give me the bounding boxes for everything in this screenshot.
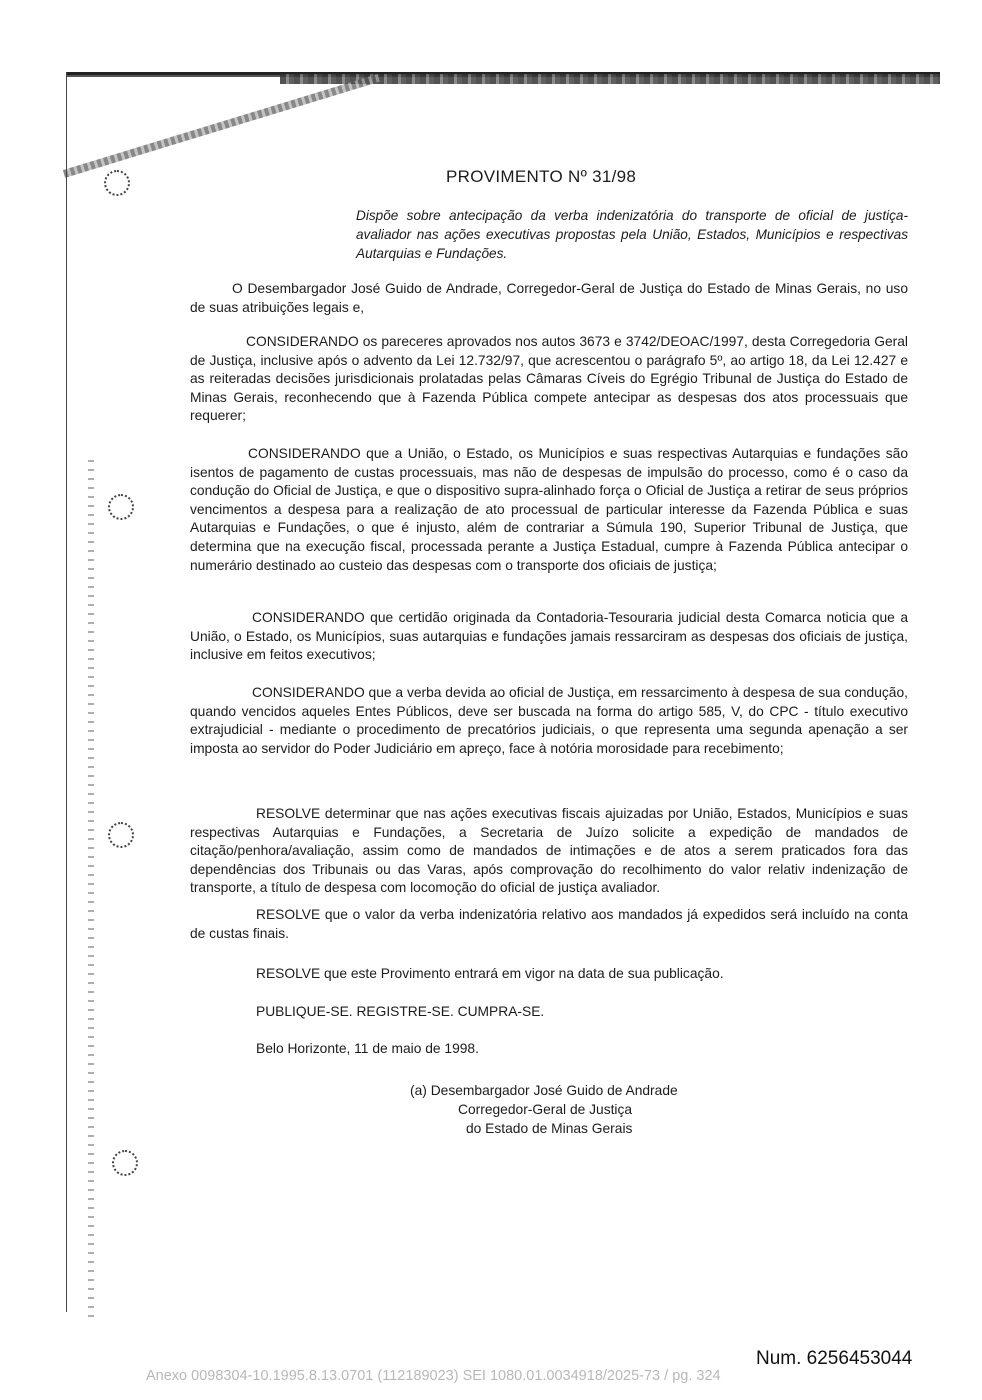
signature-line-3: do Estado de Minas Gerais (466, 1121, 633, 1136)
margin-speckle (88, 460, 94, 1320)
scan-left-edge (66, 72, 67, 1312)
punch-hole-icon (108, 494, 134, 520)
place-date: Belo Horizonte, 11 de maio de 1998. (256, 1041, 479, 1056)
resolve-paragraph-2: RESOLVE que o valor da verba indenizatória relativo aos mandados já expedidos será incluído na conta de custas finais. (190, 907, 908, 941)
punch-hole-icon (104, 170, 130, 196)
page-footer: Anexo 0098304-10.1995.8.13.0701 (112189023) SEI 1080.01.0034918/2025-73 / pg. 324 (146, 1368, 721, 1384)
document-number: Num. 6256453044 (756, 1348, 913, 1369)
signature-line-1: (a) Desembargador José Guido de Andrade (410, 1083, 678, 1098)
opening-paragraph: O Desembargador José Guido de Andrade, Corregedor-Geral de Justiça do Estado de Minas Gerais, no uso de suas atribuições legais e, (190, 281, 908, 315)
document-title: PROVIMENTO Nº 31/98 (446, 167, 637, 186)
signature-line-2: Corregedor-Geral de Justiça (458, 1102, 633, 1117)
considerando-paragraph-4: CONSIDERANDO que a verba devida ao oficial de Justiça, em ressarcimento à despesa de sua condução, quando vencidos aqueles Entes Públicos, deve ser buscada na forma do artigo 585, V, do CPC - título executivo extrajudicial - mediante o procedimento de precatórios judiciais, o que representa uma segunda apenação a ser imposta ao servidor do Poder Judiciário em apreço, face à notória morosidade para recebimento; (190, 685, 908, 756)
resolve-paragraph-1: RESOLVE determinar que nas ações executivas fiscais ajuizadas por União, Estados, Municípios e suas respectivas Autarquias e Fundações, a Secretaria de Juízo solicite a expedição de mandados de citação/penhora/avaliação, assim como de mandados de intimações e de atos a serem praticados fora das dependências dos Tribunais ou das Varas, após comprovação do recolhimento do valor relativ indenização de transporte, a título de despesa com locomoção do oficial de justiça avaliador. (190, 806, 908, 896)
ementa: Dispõe sobre antecipação da verba indenizatória do transporte de oficial de justiça-avaliador nas ações executivas propostas pela União, Estados, Municípios e respectivas Autarquias e Fundações. (356, 208, 908, 261)
paper-fold-shadow (63, 74, 381, 178)
punch-hole-icon (112, 1150, 138, 1176)
resolve-paragraph-3: RESOLVE que este Provimento entrará em vigor na data de sua publicação. (256, 966, 724, 981)
punch-hole-icon (108, 822, 134, 848)
considerando-paragraph-1: CONSIDERANDO os pareceres aprovados nos autos 3673 e 3742/DEOAC/1997, desta Corregedoria Geral de Justiça, inclusive após o advento da Lei 12.732/97, que acrescentou o parágrafo 5º, ao artigo 18, da Lei 12.427 e as reiteradas decisões jurisdicionais prolatadas pelas Câmaras Cíveis do Egrégio Tribunal de Justiça do Estado de Minas Gerais, reconhecendo que à Fazenda Pública compete antecipar as despesas dos atos processuais que requerer; (190, 334, 908, 424)
considerando-paragraph-3: CONSIDERANDO que certidão originada da Contadoria-Tesouraria judicial desta Comarca noticia que a União, o Estado, os Municípios, suas autarquias e fundações jamais ressarciram as despesas dos oficiais de justiça, inclusive em feitos executivos; (190, 610, 908, 663)
publication-order: PUBLIQUE-SE. REGISTRE-SE. CUMPRA-SE. (256, 1004, 545, 1019)
considerando-paragraph-2: CONSIDERANDO que a União, o Estado, os Municípios e suas respectivas Autarquias e fundações são isentos de pagamento de custas processuais, mas não de despesas de impulsão do processo, como é o caso da condução do Oficial de Justiça, e que o dispositivo supra-alinhado força o Oficial de Justiça a retirar de seus próprios vencimentos a despesa para a realização de ato processual de particular interesse da Fazenda Pública e suas Autarquias e Fundações, o que é injusto, além de contrariar a Súmula 190, Superior Tribunal de Justiça, que determina que na execução fiscal, processada perante a Justiça Estadual, cumpre à Fazenda Pública antecipar o numerário destinado ao custeio das despesas com o transporte dos oficiais de justiça; (190, 446, 908, 573)
